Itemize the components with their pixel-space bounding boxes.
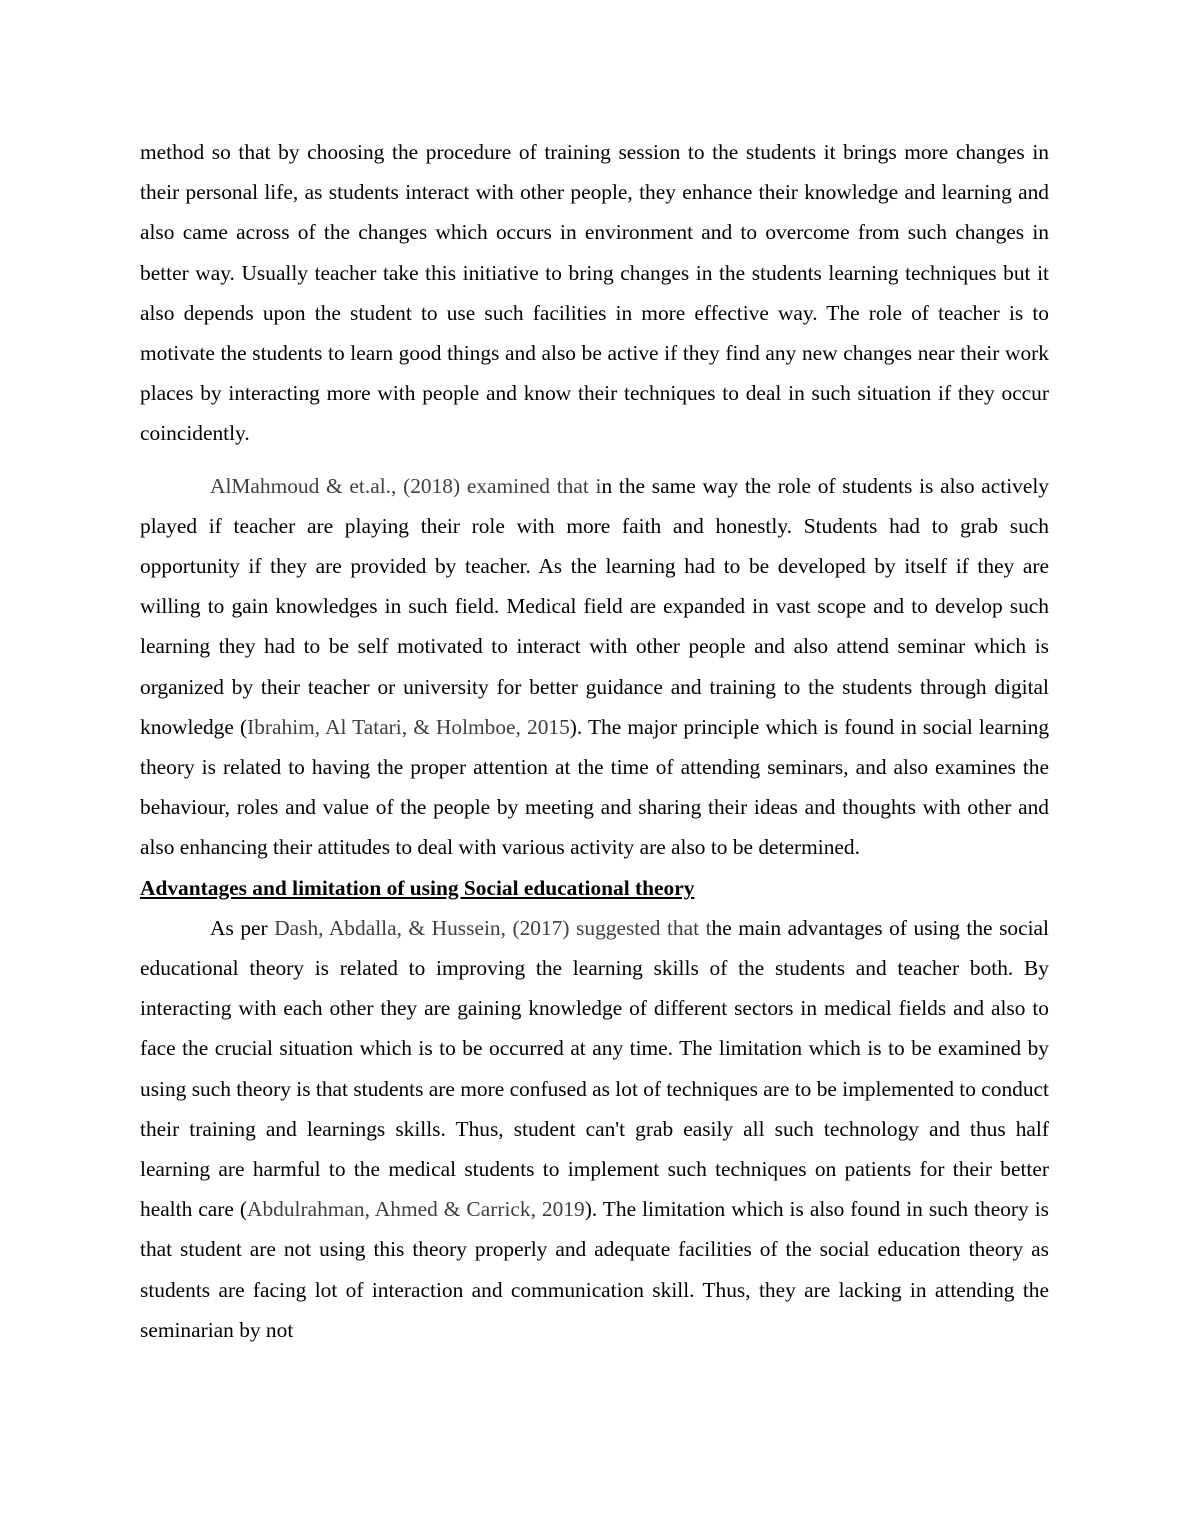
section-heading: Advantages and limitation of using Social educational theory [140, 875, 695, 900]
paragraph-2 [140, 466, 1049, 868]
paragraph-1-text: method so that by choosing the procedure of training session to the students it brings more changes in their personal life, as students interact with other people, they enhance their knowledge and learning and also came across of the changes which occurs in environment and to overcome from such changes in better way. Usually teacher take this initiative to bring changes in the students learning techniques but it also depends upon the student to use such facilities in more effective way. The role of teacher is to motivate the students to learn good things and also be active if they find any new changes near their work places by interacting more with people and know their techniques to deal in such situation if they occur coincidently. [140, 140, 1049, 446]
paragraph-2-text-b: ). The major principle which is found in social learning theory is related to having the proper attention at the time of attending seminars, and also examines the behaviour, roles and value of the people by meeting and sharing their ideas and thoughts with other and also enhancing their attitudes to deal with various activity are also to be determined. [140, 714, 1050, 860]
citation-almahmoud: AlMahmoud & et.al., (2018) examined that i [210, 473, 602, 498]
paragraph-3 [140, 908, 1049, 1350]
paragraph-1 [140, 132, 1049, 454]
document-page [140, 132, 1049, 1350]
citation-dash: Dash, Abdalla, & Hussein, (2017) suggested that t [274, 915, 712, 940]
citation-abdulrahman: Abdulrahman, Ahmed & Carrick, 2019 [247, 1197, 585, 1222]
paragraph-3-lead: As per [210, 915, 275, 940]
paragraph-3-text-b: ). The limitation which is also found in such theory is that student are not using this theory properly and adequate facilities of the social education theory as students are facing lot of interaction and communication skill. Thus, they are lacking in attending the seminarian by not [140, 1197, 1049, 1342]
paragraph-3-text-a: he main advantages of using the social educational theory is related to improving the learning skills of the students and teacher both. By interacting with each other they are gaining knowledge of different sectors in medical fields and also to face the crucial situation which is to be occurred at any time. The limitation which is to be examined by using such theory is that students are more confused as lot of techniques are to be implemented to conduct their training and learnings skills. Thus, student can't grab easily all such technology and thus half learning are harmful to the medical students to implement such techniques on patients for their better health care ( [140, 915, 1049, 1222]
paragraph-2-text-a: n the same way the role of students is also actively played if teacher are playing their role with more faith and honestly. Students had to grab such opportunity if they are provided by teacher. As the learning had to be developed by itself if they are willing to gain knowledges in such field. Medical field are expanded in vast scope and to develop such learning they had to be self motivated to interact with other people and also attend seminar which is organized by their teacher or university for better guidance and training to the students through digital knowledge ( [140, 473, 1049, 739]
citation-ibrahim: Ibrahim, Al Tatari, & Holmboe, 2015 [247, 714, 570, 739]
